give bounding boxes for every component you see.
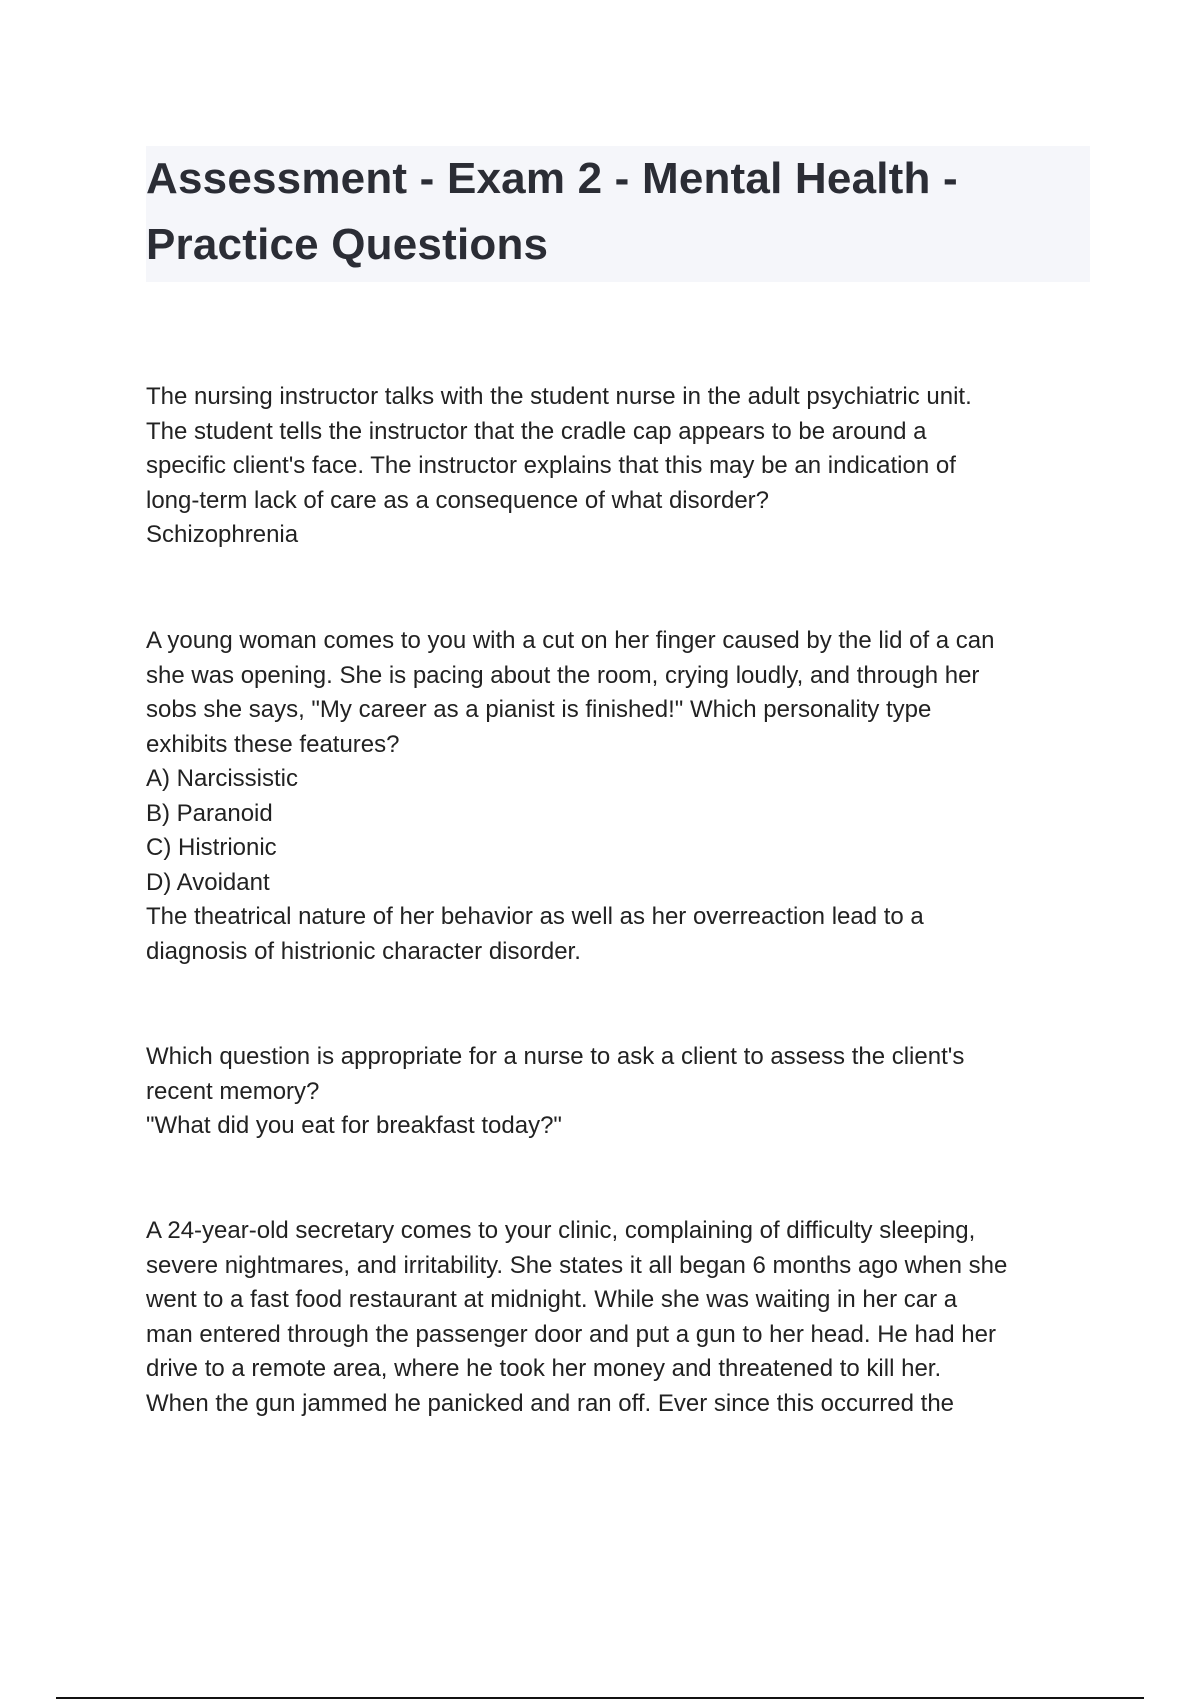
question-line: The student tells the instructor that the cradle cap appears to be around a <box>146 417 927 445</box>
answer-line: diagnosis of histrionic character disorder. <box>146 937 581 965</box>
answer-line: "What did you eat for breakfast today?" <box>146 1112 562 1139</box>
question-line: The nursing instructor talks with the student nurse in the adult psychiatric unit. <box>146 383 972 410</box>
question-line: A 24-year-old secretary comes to your clinic, complaining of difficulty sleeping, <box>146 1217 976 1244</box>
question-block-2 <box>146 624 1096 969</box>
question-line: Which question is appropriate for a nurse to ask a client to assess the client's <box>146 1043 965 1070</box>
page-bottom-divider <box>56 1697 1144 1699</box>
question-block-4 <box>146 1214 1096 1421</box>
question-line: drive to a remote area, where he took her money and threatened to kill her. <box>146 1355 942 1382</box>
answer-line: Schizophrenia <box>146 521 299 548</box>
question-line: she was opening. She is pacing about the room, crying loudly, and through her <box>146 661 980 689</box>
title-banner <box>146 146 1090 282</box>
title-line: Assessment - Exam 2 - Mental Health - <box>146 154 958 203</box>
question-block-3 <box>146 1040 1096 1144</box>
question-line: A young woman comes to you with a cut on her finger caused by the lid of a can <box>146 627 995 654</box>
answer-option: B) Paranoid <box>146 799 273 827</box>
answer-option: D) Avoidant <box>146 868 270 896</box>
question-line: sobs she says, "My career as a pianist is finished!" Which personality type <box>146 696 932 723</box>
question-line: specific client's face. The instructor explains that this may be an indication of <box>146 452 956 479</box>
question-line: recent memory? <box>146 1077 320 1105</box>
question-line: went to a fast food restaurant at midnight. While she was waiting in her car a <box>146 1286 958 1313</box>
question-line: severe nightmares, and irritability. She states it all began 6 months ago when she <box>146 1251 1008 1279</box>
page-title <box>146 146 1090 278</box>
question-line: man entered through the passenger door and put a gun to her head. He had her <box>146 1320 996 1348</box>
title-line: Practice Questions <box>146 220 549 269</box>
question-line: long-term lack of care as a consequence of what disorder? <box>146 486 770 514</box>
question-block-1 <box>146 380 1096 553</box>
answer-option: A) Narcissistic <box>146 765 299 792</box>
question-line: When the gun jammed he panicked and ran off. Ever since this occurred the <box>146 1389 955 1417</box>
answer-option: C) Histrionic <box>146 834 277 861</box>
question-line: exhibits these features? <box>146 730 400 758</box>
answer-line: The theatrical nature of her behavior as well as her overreaction lead to a <box>146 903 924 930</box>
